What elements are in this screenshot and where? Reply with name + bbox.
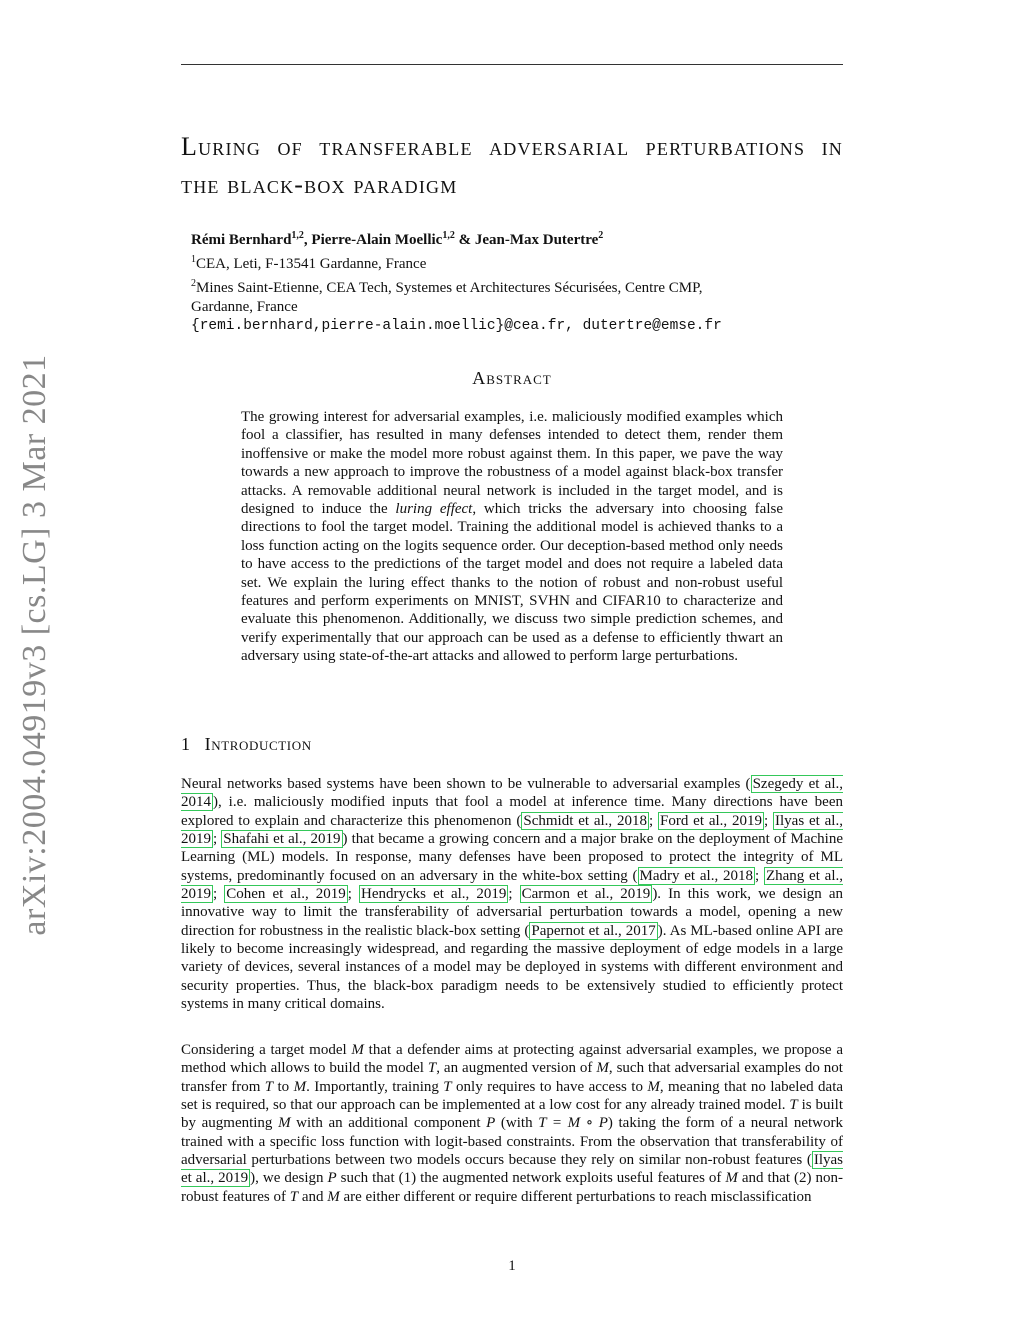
- citation-link[interactable]: Cohen et al., 2019: [226, 886, 346, 903]
- abstract-heading: Abstract: [472, 368, 552, 388]
- citation-link[interactable]: Zhang et al., 2019: [181, 867, 843, 903]
- citation-link[interactable]: Papernot et al., 2017: [531, 922, 656, 939]
- abstract-body: The growing interest for adversarial examples, i.e. maliciously modified examples which fool a classifier, has resulted in many defenses intended to detect them, render them inoffensive or make the model more robust against them. In this paper, we pave the way towards a new approach to improve the robustness of a model against black-box transfer attacks. A removable additional neural network is included in the target model, and is designed to induce the luring effect, which tricks the adversary into choosing false directions to fool the target model. Training the additional model is achieved thanks to a loss function acting on the logits sequence order. Our deception-based method only needs to have access to the predictions of the target model and does not require a labeled data set. We explain the luring effect thanks to the notion of robust and non-robust useful features and perform experiments on MNIST, SVHN and CIFAR10 to characterize and evaluate this phenomenon. Additionally, we discuss two simple prediction schemes, and verify experimentally that our approach can be used as a defense to efficiently thwart an adversary using state-of-the-art attacks and allowed to perform large perturbations.: [241, 409, 783, 665]
- author-3-affil: 2: [598, 230, 604, 241]
- citation-link[interactable]: Ilyas et al., 2019: [181, 812, 843, 848]
- section-title: Introduction: [204, 734, 312, 754]
- citation-link[interactable]: Shafahi et al., 2019: [223, 831, 341, 848]
- page-number: 1: [508, 1258, 516, 1274]
- arxiv-identifier: arXiv:2004.04919v3 [cs.LG] 3 Mar 2021: [16, 354, 53, 936]
- top-rule: [181, 64, 843, 65]
- paper-title: Luring of transferable adversarial perturbations in the black-box paradigm: [181, 132, 843, 199]
- author-emails: {remi.bernhard,pierre-alain.moellic}@cea.fr, dutertre@emse.fr: [191, 318, 722, 334]
- citation-link[interactable]: Schmidt et al., 2018: [523, 812, 648, 829]
- intro-paragraph-1: Neural networks based systems have been shown to be vulnerable to adversarial examples ( Szegedy et al., 2014 ), i.e. maliciously modified inputs that fool a model at inference time. Many directions have been explored to explain and characterize this phenomenon ( Schmidt et al., 2018 ; Ford et al., 2019 ; Ilyas et al., 2019 ; Shafahi et al., 2019 ) that became a growing concern and a major brake on the deployment of Machine Learning (ML) models. In response, many defenses have been proposed to protect the integrity of ML systems, predominantly focused on an adversary in the white-box setting ( Madry et al., 2018 ; Zhang et al., 2019 ; Cohen et al., 2019 ; Hendrycks et al., 2019 ; Carmon et al., 2019 ). In this work, we design an innovative way to limit the transferability of adversarial perturbation towards a model, opening a new direction for robustness in the realistic black-box setting ( Papernot et al., 2017 ). As ML-based online API are likely to become increasingly widespread, and regarding the massive deployment of edge models in a large variety of devices, several instances of a model may be deployed in systems with different environment and security properties. Thus, the black-box paradigm needs to be extensively studied to efficiently protect systems in many critical domains.: [181, 776, 844, 1013]
- affiliation-2: $^2$Mines Saint-Etienne, CEA Tech, Systemes et Architectures Sécurisées, Centre CMP,: [191, 278, 703, 296]
- affiliation-1: $^1$CEA, Leti, F-13541 Gardanne, France: [191, 254, 427, 272]
- luring-effect-term: luring effect: [395, 501, 473, 518]
- section-heading: [181, 734, 312, 755]
- affiliation-2-cont: Gardanne, France: [191, 299, 298, 315]
- author-names: Rémi Bernhard$^{1,2}$, Pierre-Alain Moellic$^{1,2}$ & Jean-Max Dutertre$^2$: [191, 230, 604, 248]
- author-block: [191, 226, 722, 336]
- citation-link[interactable]: Madry et al., 2018: [639, 867, 753, 884]
- author-1-affil: 1,2: [291, 230, 304, 241]
- author-ampersand: &: [458, 232, 472, 248]
- author-3: Jean-Max Dutertre: [474, 232, 599, 248]
- author-2-affil: 1,2: [442, 230, 455, 241]
- citation-link[interactable]: Szegedy et al., 2014: [181, 776, 843, 811]
- citation-link[interactable]: Carmon et al., 2019: [521, 886, 651, 903]
- citation-link[interactable]: Hendrycks et al., 2019: [361, 886, 507, 903]
- arxiv-sidebar: [0, 0, 70, 1325]
- intro-paragraph-2: Considering a target model M that a defender aims at protecting against adversarial examples, we propose a method which allows to build the model T, an augmented version of M, such that adversarial examples do not transfer from T to M. Importantly, training T only requires to have access to M, meaning that no labeled data set is required, so that our approach can be implemented at a low cost for any already trained model. T is built by augmenting M with an additional component P (with T = M ∘ P) taking the form of a neural network trained with a specific loss function with logit-based constraints. From the observation that transferability of adversarial perturbations between two models occurs because they rely on similar non-robust features ( Ilyas et al., 2019 ), we design P such that (1) the augmented network exploits useful features of M and that (2) non-robust features of T and M are either different or require different perturbations to reach misclassification: [181, 1042, 844, 1205]
- section-number: 1: [181, 734, 191, 754]
- author-1: Rémi Bernhard: [191, 232, 292, 248]
- citation-link[interactable]: Ilyas et al., 2019: [181, 1152, 843, 1187]
- author-2: Pierre-Alain Moellic: [311, 232, 443, 248]
- citation-link[interactable]: Ford et al., 2019: [660, 812, 762, 829]
